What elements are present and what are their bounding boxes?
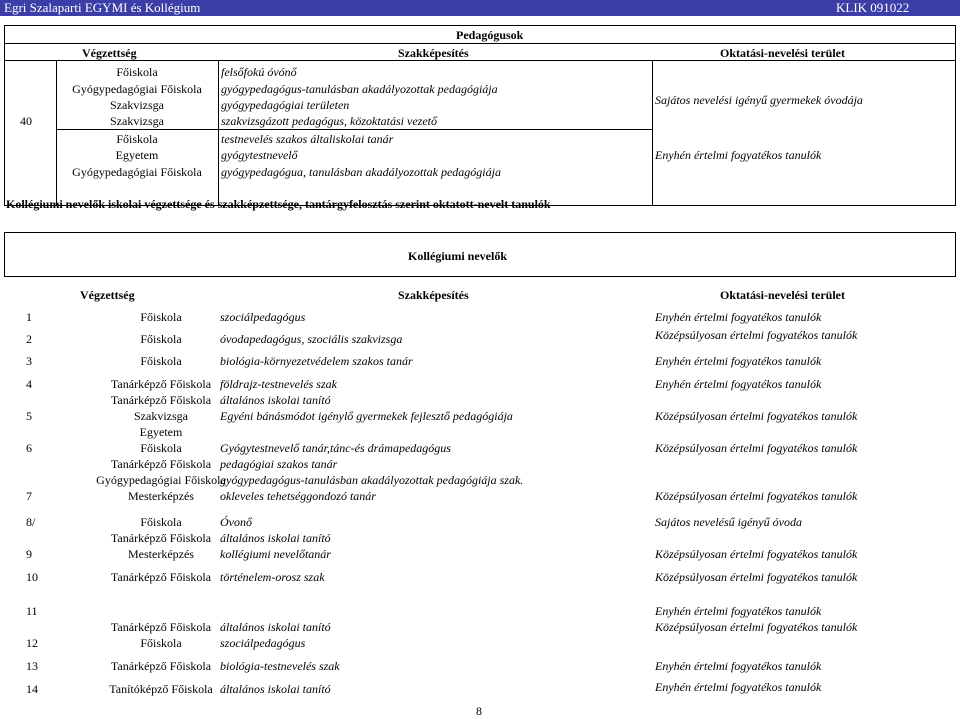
row-szakkepesites: történelem-orosz szak: [220, 570, 325, 584]
row-szakkepesites: gyógypedagógus-tanulásban akadályozottak pedagógiája szak.: [220, 473, 524, 487]
area-text: Enyhén értelmi fogyatékos tanulók: [655, 148, 822, 162]
row-terulet: Középsúlyosan értelmi fogyatékos tanulók: [655, 620, 858, 634]
row-vegzettseg: Mesterképzés: [128, 489, 194, 503]
row-vegzettseg: Tanárképző Főiskola: [110, 620, 212, 634]
table-divider: [4, 60, 956, 61]
header-institution: Egri Szalaparti EGYMI és Kollégium: [4, 0, 201, 15]
row-number: 14: [26, 682, 38, 696]
qual-line: gyógypedagógua, tanulásban akadályozottak pedagógiája: [221, 165, 501, 179]
row-terulet: Középsúlyosan értelmi fogyatékos tanulók: [655, 547, 858, 561]
row-vegzettseg: Gyógypedagógiai Főiskola: [96, 473, 226, 487]
col-header-terulet: Oktatási-nevelési terület: [720, 46, 845, 60]
row-terulet: Középsúlyosan értelmi fogyatékos tanulók: [655, 489, 858, 503]
edu-line: Főiskola: [116, 132, 158, 146]
edu-line: Szakvizsga: [110, 98, 164, 112]
qual-line: felsőfokú óvónő: [221, 65, 297, 79]
edu-line: Szakvizsga: [110, 114, 164, 128]
row-number: 2: [26, 332, 32, 346]
row-szakkepesites: óvodapedagógus, szociális szakvizsga: [220, 332, 403, 346]
row-vegzettseg: Mesterképzés: [128, 547, 194, 561]
row-szakkepesites: pedagógiai szakos tanár: [220, 457, 338, 471]
row-vegzettseg: Tanárképző Főiskola: [110, 570, 212, 584]
row-terulet: Enyhén értelmi fogyatékos tanulók: [655, 310, 822, 324]
col-header-szakkepesites: Szakképesítés: [398, 288, 469, 302]
row-vegzettseg: Egyetem: [139, 425, 183, 439]
row-vegzettseg: Tanárképző Főiskola: [110, 393, 212, 407]
row-vegzettseg: Főiskola: [140, 441, 182, 455]
row-terulet: Enyhén értelmi fogyatékos tanulók: [655, 659, 822, 673]
edu-line: Gyógypedagógiai Főiskola: [72, 165, 202, 179]
row-number: 12: [26, 636, 38, 650]
row-number: 13: [26, 659, 38, 673]
row-number: 5: [26, 409, 32, 423]
qual-line: szakvizsgázott pedagógus, közoktatási vezető: [221, 114, 437, 128]
row-number: 40: [20, 114, 32, 128]
table-divider: [652, 60, 653, 206]
col-header-vegzettseg: Végzettség: [82, 46, 137, 60]
row-szakkepesites: általános iskolai tanító: [220, 531, 331, 545]
qual-line: gyógytestnevelő: [221, 148, 298, 162]
row-terulet: Enyhén értelmi fogyatékos tanulók: [655, 604, 822, 618]
kollegiumi-title: Kollégiumi nevelők: [408, 249, 507, 263]
col-header-terulet: Oktatási-nevelési terület: [720, 288, 845, 302]
edu-line: Egyetem: [115, 148, 159, 162]
row-vegzettseg: Főiskola: [140, 354, 182, 368]
row-number: 1: [26, 310, 32, 324]
row-vegzettseg: Tanárképző Főiskola: [110, 659, 212, 673]
row-szakkepesites: földrajz-testnevelés szak: [220, 377, 337, 391]
row-vegzettseg: Tanárképző Főiskola: [110, 457, 212, 471]
row-terulet: Középsúlyosan értelmi fogyatékos tanulók: [655, 570, 858, 584]
row-vegzettseg: Főiskola: [140, 636, 182, 650]
table-divider: [4, 43, 956, 44]
row-vegzettseg: Főiskola: [140, 515, 182, 529]
row-terulet: Középsúlyosan értelmi fogyatékos tanulók: [655, 328, 858, 342]
row-szakkepesites: Egyéni bánásmódot igénylő gyermekek fejlesztő pedagógiája: [220, 409, 513, 423]
row-terulet: Enyhén értelmi fogyatékos tanulók: [655, 680, 822, 694]
row-terulet: Enyhén értelmi fogyatékos tanulók: [655, 354, 822, 368]
row-szakkepesites: Gyógytestnevelő tanár,tánc-és drámapedagógus: [220, 441, 451, 455]
row-vegzettseg: Tanítóképző Főiskola: [109, 682, 213, 696]
qual-line: gyógypedagógiai területen: [221, 98, 350, 112]
row-vegzettseg: Főiskola: [140, 332, 182, 346]
qual-line: gyógypedagógus-tanulásban akadályozottak pedagógiája: [221, 82, 498, 96]
table-divider: [218, 60, 219, 206]
row-szakkepesites: általános iskolai tanító: [220, 393, 331, 407]
row-szakkepesites: kollégiumi nevelőtanár: [220, 547, 331, 561]
header-code: KLIK 091022: [836, 0, 910, 15]
pedagogusok-title: Pedagógusok: [456, 28, 524, 42]
row-terulet: Középsúlyosan értelmi fogyatékos tanulók: [655, 441, 858, 455]
row-szakkepesites: Óvonő: [220, 515, 252, 529]
row-szakkepesites: szociálpedagógus: [220, 310, 306, 324]
area-text: Sajátos nevelési igényű gyermekek óvodája: [655, 93, 863, 107]
row-szakkepesites: általános iskolai tanító: [220, 682, 331, 696]
section-title: Kollégiumi nevelők iskolai végzettsége és szakképzettsége, tantárgyfelosztás szerint oktatott-nevelt tanulók: [6, 197, 551, 211]
row-vegzettseg: Tanárképző Főiskola: [110, 531, 212, 545]
col-header-vegzettseg: Végzettség: [80, 288, 135, 302]
row-number: 3: [26, 354, 32, 368]
row-terulet: Enyhén értelmi fogyatékos tanulók: [655, 377, 822, 391]
edu-line: Gyógypedagógiai Főiskola: [72, 82, 202, 96]
row-number: 6: [26, 441, 32, 455]
row-number: 7: [26, 489, 32, 503]
row-terulet: Sajátos nevelésű igényű óvoda: [655, 515, 802, 529]
row-szakkepesites: szociálpedagógus: [220, 636, 306, 650]
edu-line: Főiskola: [116, 65, 158, 79]
row-number: 4: [26, 377, 32, 391]
row-number: 9: [26, 547, 32, 561]
row-vegzettseg: Szakvizsga: [134, 409, 188, 423]
row-vegzettseg: Főiskola: [140, 310, 182, 324]
row-number: 10: [26, 570, 38, 584]
col-header-szakkepesites: Szakképesítés: [398, 46, 469, 60]
row-szakkepesites: általános iskolai tanító: [220, 620, 331, 634]
qual-line: testnevelés szakos általiskolai tanár: [221, 132, 394, 146]
table-divider: [56, 129, 652, 130]
row-vegzettseg: Tanárképző Főiskola: [110, 377, 212, 391]
row-number: 8/: [26, 515, 36, 529]
row-terulet: Középsúlyosan értelmi fogyatékos tanulók: [655, 409, 858, 423]
row-szakkepesites: okleveles tehetséggondozó tanár: [220, 489, 376, 503]
row-szakkepesites: biológia-környezetvédelem szakos tanár: [220, 354, 413, 368]
row-number: 11: [26, 604, 38, 618]
page-number: 8: [476, 704, 482, 718]
row-szakkepesites: biológia-testnevelés szak: [220, 659, 340, 673]
document-header: [0, 0, 960, 16]
